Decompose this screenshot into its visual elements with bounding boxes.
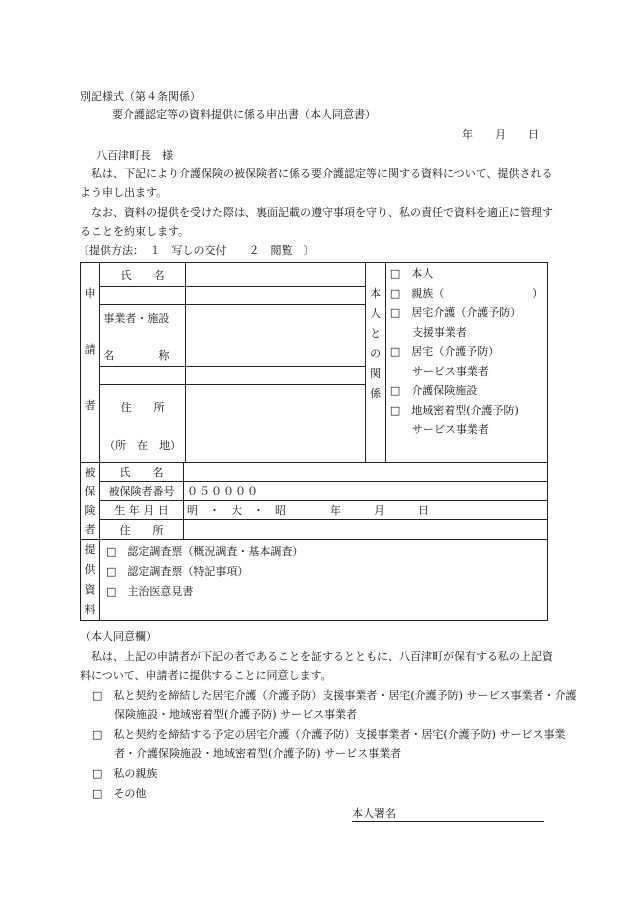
office-label-line2: 名 称 xyxy=(103,349,170,362)
dob-label: 生 年 月 日 xyxy=(100,501,184,520)
relation-option-home-care-support-cont: 支援事業者 xyxy=(389,325,467,339)
relation-option-self[interactable]: □ 本人 xyxy=(389,267,434,280)
insured-number-field[interactable]: ０５００００ xyxy=(184,482,548,501)
applicant-char-2: 請 xyxy=(84,343,96,356)
signature-label: 本人署名 xyxy=(352,807,396,820)
insured-number-label: 被保険者番号 xyxy=(100,482,184,501)
insured-char-1: 被 xyxy=(84,466,96,479)
docs-char-3: 資 xyxy=(84,583,96,596)
address-label-line1: 住 所 xyxy=(120,400,165,414)
consent-option-other[interactable]: □ その他 xyxy=(92,787,147,800)
insured-name-field[interactable] xyxy=(184,463,548,482)
relation-option-home-service[interactable]: □ 居宅（介護予防） xyxy=(389,345,500,358)
consent-text: 私は、上記の申請者が下記の者であることを証するとともに、八百津町が保有する私の上記資料について、申請者に提供することに同意します。 xyxy=(80,650,553,682)
relation-option-community-based[interactable]: □ 地域密着型(介護予防) xyxy=(389,403,519,417)
relation-option-care-facility[interactable]: □ 介護保険施設 xyxy=(389,384,478,397)
applicant-name-field-cont xyxy=(186,287,366,305)
address-label-line2: （所 在 地） xyxy=(104,438,182,452)
docs-list xyxy=(100,540,548,621)
form-reference: 別記様式（第４条関係） xyxy=(80,90,201,103)
relation-option-community-based-cont: サービス事業者 xyxy=(389,423,489,436)
address-label xyxy=(100,385,186,463)
docs-side-label xyxy=(81,540,100,621)
consent-option-relative[interactable]: □ 私の親族 xyxy=(92,767,158,780)
applicant-name-label: 氏 名 xyxy=(100,263,186,287)
signature-line[interactable] xyxy=(352,806,544,822)
office-label-line1: 事業者・施設 xyxy=(103,312,170,325)
relation-char-3: と xyxy=(370,327,382,340)
relation-option-home-service-cont: サービス事業者 xyxy=(389,364,489,378)
relation-char-1: 本 xyxy=(370,287,382,300)
applicant-name-cont xyxy=(100,287,186,305)
insured-address-field[interactable] xyxy=(184,520,548,540)
docs-char-4: 料 xyxy=(84,603,96,616)
relation-option-relative[interactable]: □ 親族（ ） xyxy=(389,286,544,300)
insured-char-3: 険 xyxy=(84,504,96,517)
relation-options xyxy=(385,263,547,463)
page-title: 要介護認定等の資料提供に係る申出書（本人同意書） xyxy=(112,108,376,121)
applicant-table xyxy=(80,262,548,463)
applicant-char-3: 者 xyxy=(84,399,96,412)
relation-char-2: 人 xyxy=(370,307,382,320)
office-name-cont xyxy=(100,367,186,385)
consent-option-contracted[interactable]: □ 私と契約を締結した居宅介護（介護予防）支援事業者・居宅(介護予防) サービス事業者・介護保険施設・地域密着型(介護予防) サービス事業者 xyxy=(92,689,577,721)
relation-char-6: 係 xyxy=(370,387,382,400)
applicant-side-label xyxy=(81,263,100,463)
relation-char-5: 関 xyxy=(370,367,382,380)
insured-side-label xyxy=(81,463,100,540)
docs-char-2: 供 xyxy=(84,563,96,576)
insured-address-label: 住 所 xyxy=(100,520,184,540)
address-field[interactable] xyxy=(186,385,366,463)
office-name-label xyxy=(100,305,186,367)
dob-field[interactable]: 明 ・ 大 ・ 昭 年 月 日 xyxy=(184,501,548,520)
doc-option-survey-basic[interactable]: □ 認定調査票（概況調査・基本調査） xyxy=(106,545,304,558)
insured-char-4: 者 xyxy=(84,523,96,536)
date-field[interactable]: 年 月 日 xyxy=(462,128,539,141)
addressee: 八百津町長 様 xyxy=(96,149,173,162)
doc-option-survey-notes[interactable]: □ 認定調査票（特記事項） xyxy=(106,565,249,578)
insured-char-2: 保 xyxy=(84,485,96,498)
consent-option-planned[interactable]: □ 私と契約を締結する予定の居宅介護（介護予防）支援事業者・居宅(介護予防) サービス事業者・介護保険施設・地域密着型(介護予防) サービス事業者 xyxy=(92,728,566,760)
office-name-field-cont xyxy=(186,367,366,385)
insured-name-label: 氏 名 xyxy=(100,463,184,482)
commitment-paragraph: なお、資料の提供を受けた際は、裏面記載の遵守事項を守り、私の責任で資料を適正に管理することを約束します。 xyxy=(80,206,553,238)
office-name-field[interactable] xyxy=(186,305,366,367)
request-paragraph: 私は、下記により介護保険の被保険者に係る要介護認定等に関する資料について、提供されるよう申し出ます。 xyxy=(80,167,553,199)
provision-method: 〔提供方法： １ 写しの交付 ２ 閲覧 〕 xyxy=(78,244,315,257)
docs-char-1: 提 xyxy=(84,543,96,556)
applicant-char-1: 申 xyxy=(84,287,96,300)
doc-option-physician-opinion[interactable]: □ 主治医意見書 xyxy=(106,585,194,598)
consent-heading: （本人同意欄） xyxy=(80,630,157,643)
relation-char-4: の xyxy=(370,347,382,360)
applicant-name-field[interactable] xyxy=(186,263,366,287)
relation-side-label xyxy=(366,263,385,463)
insured-table xyxy=(80,462,548,621)
relation-option-home-care-support[interactable]: □ 居宅介護（介護予防） xyxy=(389,306,522,319)
